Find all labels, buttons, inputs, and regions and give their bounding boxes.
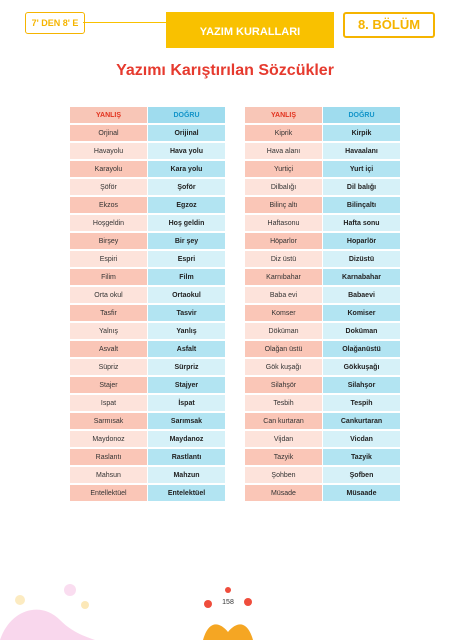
table-row bbox=[70, 197, 225, 213]
wrong-word-cell: Hava alanı bbox=[245, 143, 322, 159]
correct-word-cell: Espri bbox=[148, 251, 225, 267]
wrong-word-cell: Müsade bbox=[245, 485, 322, 501]
wrong-word-cell: Entellektüel bbox=[70, 485, 147, 501]
correct-word-cell: Cankurtaran bbox=[323, 413, 400, 429]
table-row bbox=[70, 161, 225, 177]
correct-word-cell: Karnabahar bbox=[323, 269, 400, 285]
wrong-word-cell: Dilbalığı bbox=[245, 179, 322, 195]
wrong-word-cell: Olağan üstü bbox=[245, 341, 322, 357]
table-row bbox=[70, 143, 225, 159]
correct-word-cell: Tasvir bbox=[148, 305, 225, 321]
table-row bbox=[70, 179, 225, 195]
wrong-word-cell: Havayolu bbox=[70, 143, 147, 159]
wrong-word-cell: Şöför bbox=[70, 179, 147, 195]
wrong-word-cell: Yurtiçi bbox=[245, 161, 322, 177]
correct-word-cell: Gökkuşağı bbox=[323, 359, 400, 375]
correct-word-cell: Hava yolu bbox=[148, 143, 225, 159]
table-row bbox=[245, 143, 400, 159]
wrong-word-cell: Döküman bbox=[245, 323, 322, 339]
table-row bbox=[245, 467, 400, 483]
wrong-word-cell: Süpriz bbox=[70, 359, 147, 375]
correct-word-cell: Sarımsak bbox=[148, 413, 225, 429]
correct-word-cell: Dizüstü bbox=[323, 251, 400, 267]
wrong-word-cell: Haftasonu bbox=[245, 215, 322, 231]
word-table-right bbox=[244, 105, 401, 503]
wrong-word-cell: Can kurtaran bbox=[245, 413, 322, 429]
correct-word-cell: Olağanüstü bbox=[323, 341, 400, 357]
correct-word-cell: Şofben bbox=[323, 467, 400, 483]
correct-word-cell: Maydanoz bbox=[148, 431, 225, 447]
wrong-word-cell: Ispat bbox=[70, 395, 147, 411]
correct-word-cell: Dil balığı bbox=[323, 179, 400, 195]
correct-word-cell: Doküman bbox=[323, 323, 400, 339]
correct-word-cell: İspat bbox=[148, 395, 225, 411]
wrong-word-cell: Mahsun bbox=[70, 467, 147, 483]
table-row bbox=[245, 287, 400, 303]
table-row bbox=[70, 341, 225, 357]
wrong-word-cell: Espiri bbox=[70, 251, 147, 267]
wrong-word-cell: Yalnış bbox=[70, 323, 147, 339]
table-row bbox=[245, 161, 400, 177]
wrong-word-cell: Stajer bbox=[70, 377, 147, 393]
wrong-word-cell: Diz üstü bbox=[245, 251, 322, 267]
table-row bbox=[245, 125, 400, 141]
table-row bbox=[245, 233, 400, 249]
table-row bbox=[245, 197, 400, 213]
table-row bbox=[70, 323, 225, 339]
table-row bbox=[70, 485, 225, 501]
correct-word-cell: Komiser bbox=[323, 305, 400, 321]
correct-word-cell: Stajyer bbox=[148, 377, 225, 393]
wrong-word-cell: Birşey bbox=[70, 233, 147, 249]
correct-word-cell: Silahşor bbox=[323, 377, 400, 393]
wrong-word-cell: Karayolu bbox=[70, 161, 147, 177]
correct-word-cell: Ortaokul bbox=[148, 287, 225, 303]
table-row bbox=[70, 233, 225, 249]
correct-word-cell: Asfalt bbox=[148, 341, 225, 357]
table-row bbox=[245, 449, 400, 465]
table-row bbox=[245, 179, 400, 195]
wrong-word-cell: Baba evi bbox=[245, 287, 322, 303]
table-row bbox=[70, 305, 225, 321]
table-row bbox=[70, 431, 225, 447]
table-row bbox=[70, 359, 225, 375]
wrong-word-cell: Silahşör bbox=[245, 377, 322, 393]
table-row bbox=[245, 215, 400, 231]
wrong-word-cell: Karnıbahar bbox=[245, 269, 322, 285]
table-row bbox=[245, 359, 400, 375]
wrong-word-cell: Kiprik bbox=[245, 125, 322, 141]
table-row bbox=[70, 449, 225, 465]
correct-word-cell: Vicdan bbox=[323, 431, 400, 447]
table-row bbox=[70, 215, 225, 231]
column-header-wrong: YANLIŞ bbox=[70, 107, 147, 123]
correct-word-cell: Şoför bbox=[148, 179, 225, 195]
correct-word-cell: Kirpik bbox=[323, 125, 400, 141]
wrong-word-cell: Vijdan bbox=[245, 431, 322, 447]
table-row bbox=[70, 377, 225, 393]
table-row bbox=[70, 467, 225, 483]
wrong-word-cell: Bilinç altı bbox=[245, 197, 322, 213]
table-row bbox=[245, 395, 400, 411]
table-row bbox=[245, 431, 400, 447]
correct-word-cell: Egzoz bbox=[148, 197, 225, 213]
correct-word-cell: Hafta sonu bbox=[323, 215, 400, 231]
table-row bbox=[245, 413, 400, 429]
wrong-word-cell: Tasfir bbox=[70, 305, 147, 321]
table-row bbox=[70, 251, 225, 267]
grade-tab: 7' DEN 8' E bbox=[25, 12, 85, 34]
correct-word-cell: Havaalanı bbox=[323, 143, 400, 159]
section-banner: YAZIM KURALLARI bbox=[166, 12, 334, 48]
table-row bbox=[245, 251, 400, 267]
correct-word-cell: Sürpriz bbox=[148, 359, 225, 375]
correct-word-cell: Orijinal bbox=[148, 125, 225, 141]
column-header-wrong: YANLIŞ bbox=[245, 107, 322, 123]
correct-word-cell: Bilinçaltı bbox=[323, 197, 400, 213]
correct-word-cell: Tazyik bbox=[323, 449, 400, 465]
wrong-word-cell: Şohben bbox=[245, 467, 322, 483]
correct-word-cell: Entelektüel bbox=[148, 485, 225, 501]
wrong-word-cell: Asvalt bbox=[70, 341, 147, 357]
wrong-word-cell: Maydonoz bbox=[70, 431, 147, 447]
wrong-word-cell: Sarmısak bbox=[70, 413, 147, 429]
wrong-word-cell: Tazyik bbox=[245, 449, 322, 465]
wrong-word-cell: Ekzos bbox=[70, 197, 147, 213]
correct-word-cell: Yurt içi bbox=[323, 161, 400, 177]
wrong-word-cell: Raslantı bbox=[70, 449, 147, 465]
table-row bbox=[70, 395, 225, 411]
column-header-right: DOĞRU bbox=[148, 107, 225, 123]
wrong-word-cell: Komser bbox=[245, 305, 322, 321]
correct-word-cell: Hoparlör bbox=[323, 233, 400, 249]
page-title: Yazımı Karıştırılan Sözcükler bbox=[116, 62, 334, 79]
table-row bbox=[70, 287, 225, 303]
table-row bbox=[245, 341, 400, 357]
chapter-tab: 8. BÖLÜM bbox=[343, 12, 435, 38]
wrong-word-cell: Gök kuşağı bbox=[245, 359, 322, 375]
correct-word-cell: Kara yolu bbox=[148, 161, 225, 177]
correct-word-cell: Babaevi bbox=[323, 287, 400, 303]
table-row bbox=[245, 269, 400, 285]
wrong-word-cell: Höparlor bbox=[245, 233, 322, 249]
table-row bbox=[70, 413, 225, 429]
table-row bbox=[70, 269, 225, 285]
wrong-word-cell: Hoşgeldin bbox=[70, 215, 147, 231]
table-row bbox=[245, 305, 400, 321]
correct-word-cell: Tespih bbox=[323, 395, 400, 411]
splash-decoration-center bbox=[198, 582, 258, 640]
table-row bbox=[245, 323, 400, 339]
page-number: 158 bbox=[222, 599, 234, 606]
table-row bbox=[70, 125, 225, 141]
correct-word-cell: Bir şey bbox=[148, 233, 225, 249]
wrong-word-cell: Orta okul bbox=[70, 287, 147, 303]
wrong-word-cell: Orjinal bbox=[70, 125, 147, 141]
table-row bbox=[245, 485, 400, 501]
correct-word-cell: Rastlantı bbox=[148, 449, 225, 465]
correct-word-cell: Müsaade bbox=[323, 485, 400, 501]
wrong-word-cell: Filim bbox=[70, 269, 147, 285]
word-table-left bbox=[69, 105, 226, 503]
table-row bbox=[245, 377, 400, 393]
column-header-right: DOĞRU bbox=[323, 107, 400, 123]
correct-word-cell: Mahzun bbox=[148, 467, 225, 483]
wrong-word-cell: Tesbih bbox=[245, 395, 322, 411]
splash-decoration-left bbox=[0, 560, 110, 640]
correct-word-cell: Film bbox=[148, 269, 225, 285]
correct-word-cell: Hoş geldin bbox=[148, 215, 225, 231]
correct-word-cell: Yanlış bbox=[148, 323, 225, 339]
